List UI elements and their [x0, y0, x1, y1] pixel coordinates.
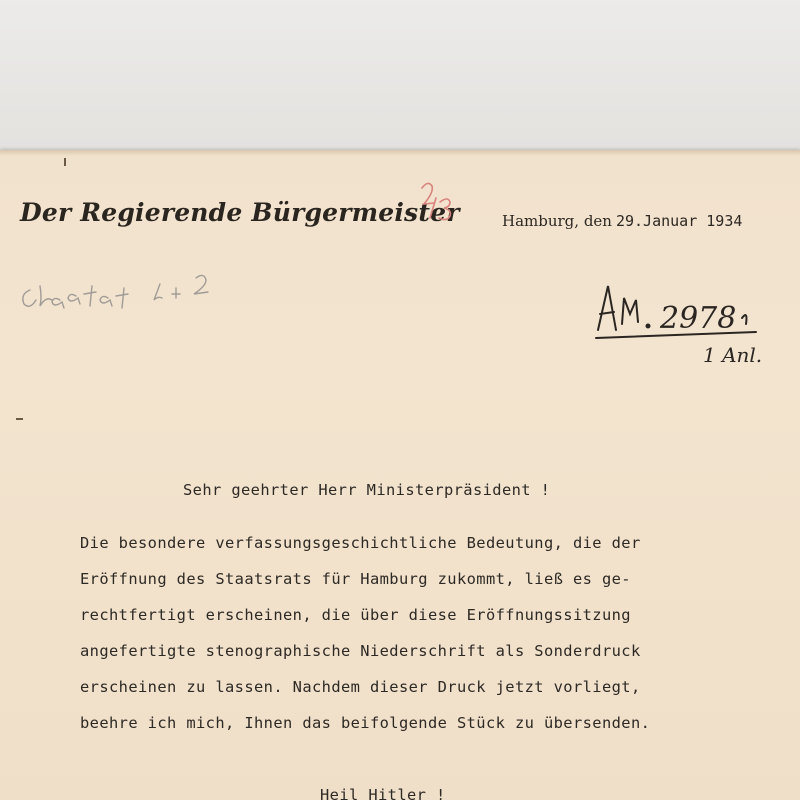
letterhead-title: Der Regierende Bürgermeister: [20, 198, 460, 227]
svg-text:1 Anl.: 1 Anl.: [703, 343, 763, 367]
pencil-margin-annotation: [23, 275, 208, 308]
file-number-annotation: [596, 286, 762, 367]
paragraph-line: Die besondere verfassungsgeschichtliche Bedeutung, die der: [80, 534, 641, 552]
paragraph-line: erscheinen zu lassen. Nachdem dieser Druck jetzt vorliegt,: [80, 678, 641, 696]
closing-line: Heil Hitler !: [320, 786, 446, 800]
salutation: Sehr geehrter Herr Ministerpräsident !: [183, 481, 551, 499]
paragraph-line: angefertigte stenographische Niederschrift als Sonderdruck: [80, 642, 641, 660]
paragraph-line: rechtfertigt erscheinen, die über diese Eröffnungssitzung: [80, 606, 631, 624]
place-label: Hamburg, den: [502, 212, 612, 230]
paragraph-line: Eröffnung des Staatsrats für Hamburg zukommt, ließ es ge-: [80, 570, 631, 588]
svg-text:2978: 2978: [660, 301, 737, 336]
handwritten-annotations: [0, 150, 800, 800]
letter-sheet: [0, 150, 800, 800]
letter-date: 29.Januar 1934: [615, 212, 743, 230]
background-area: [0, 0, 800, 150]
red-pencil-annotation: [422, 183, 450, 219]
paragraph-line: beehre ich mich, Ihnen das beifolgende Stück zu übersenden.: [80, 714, 651, 732]
